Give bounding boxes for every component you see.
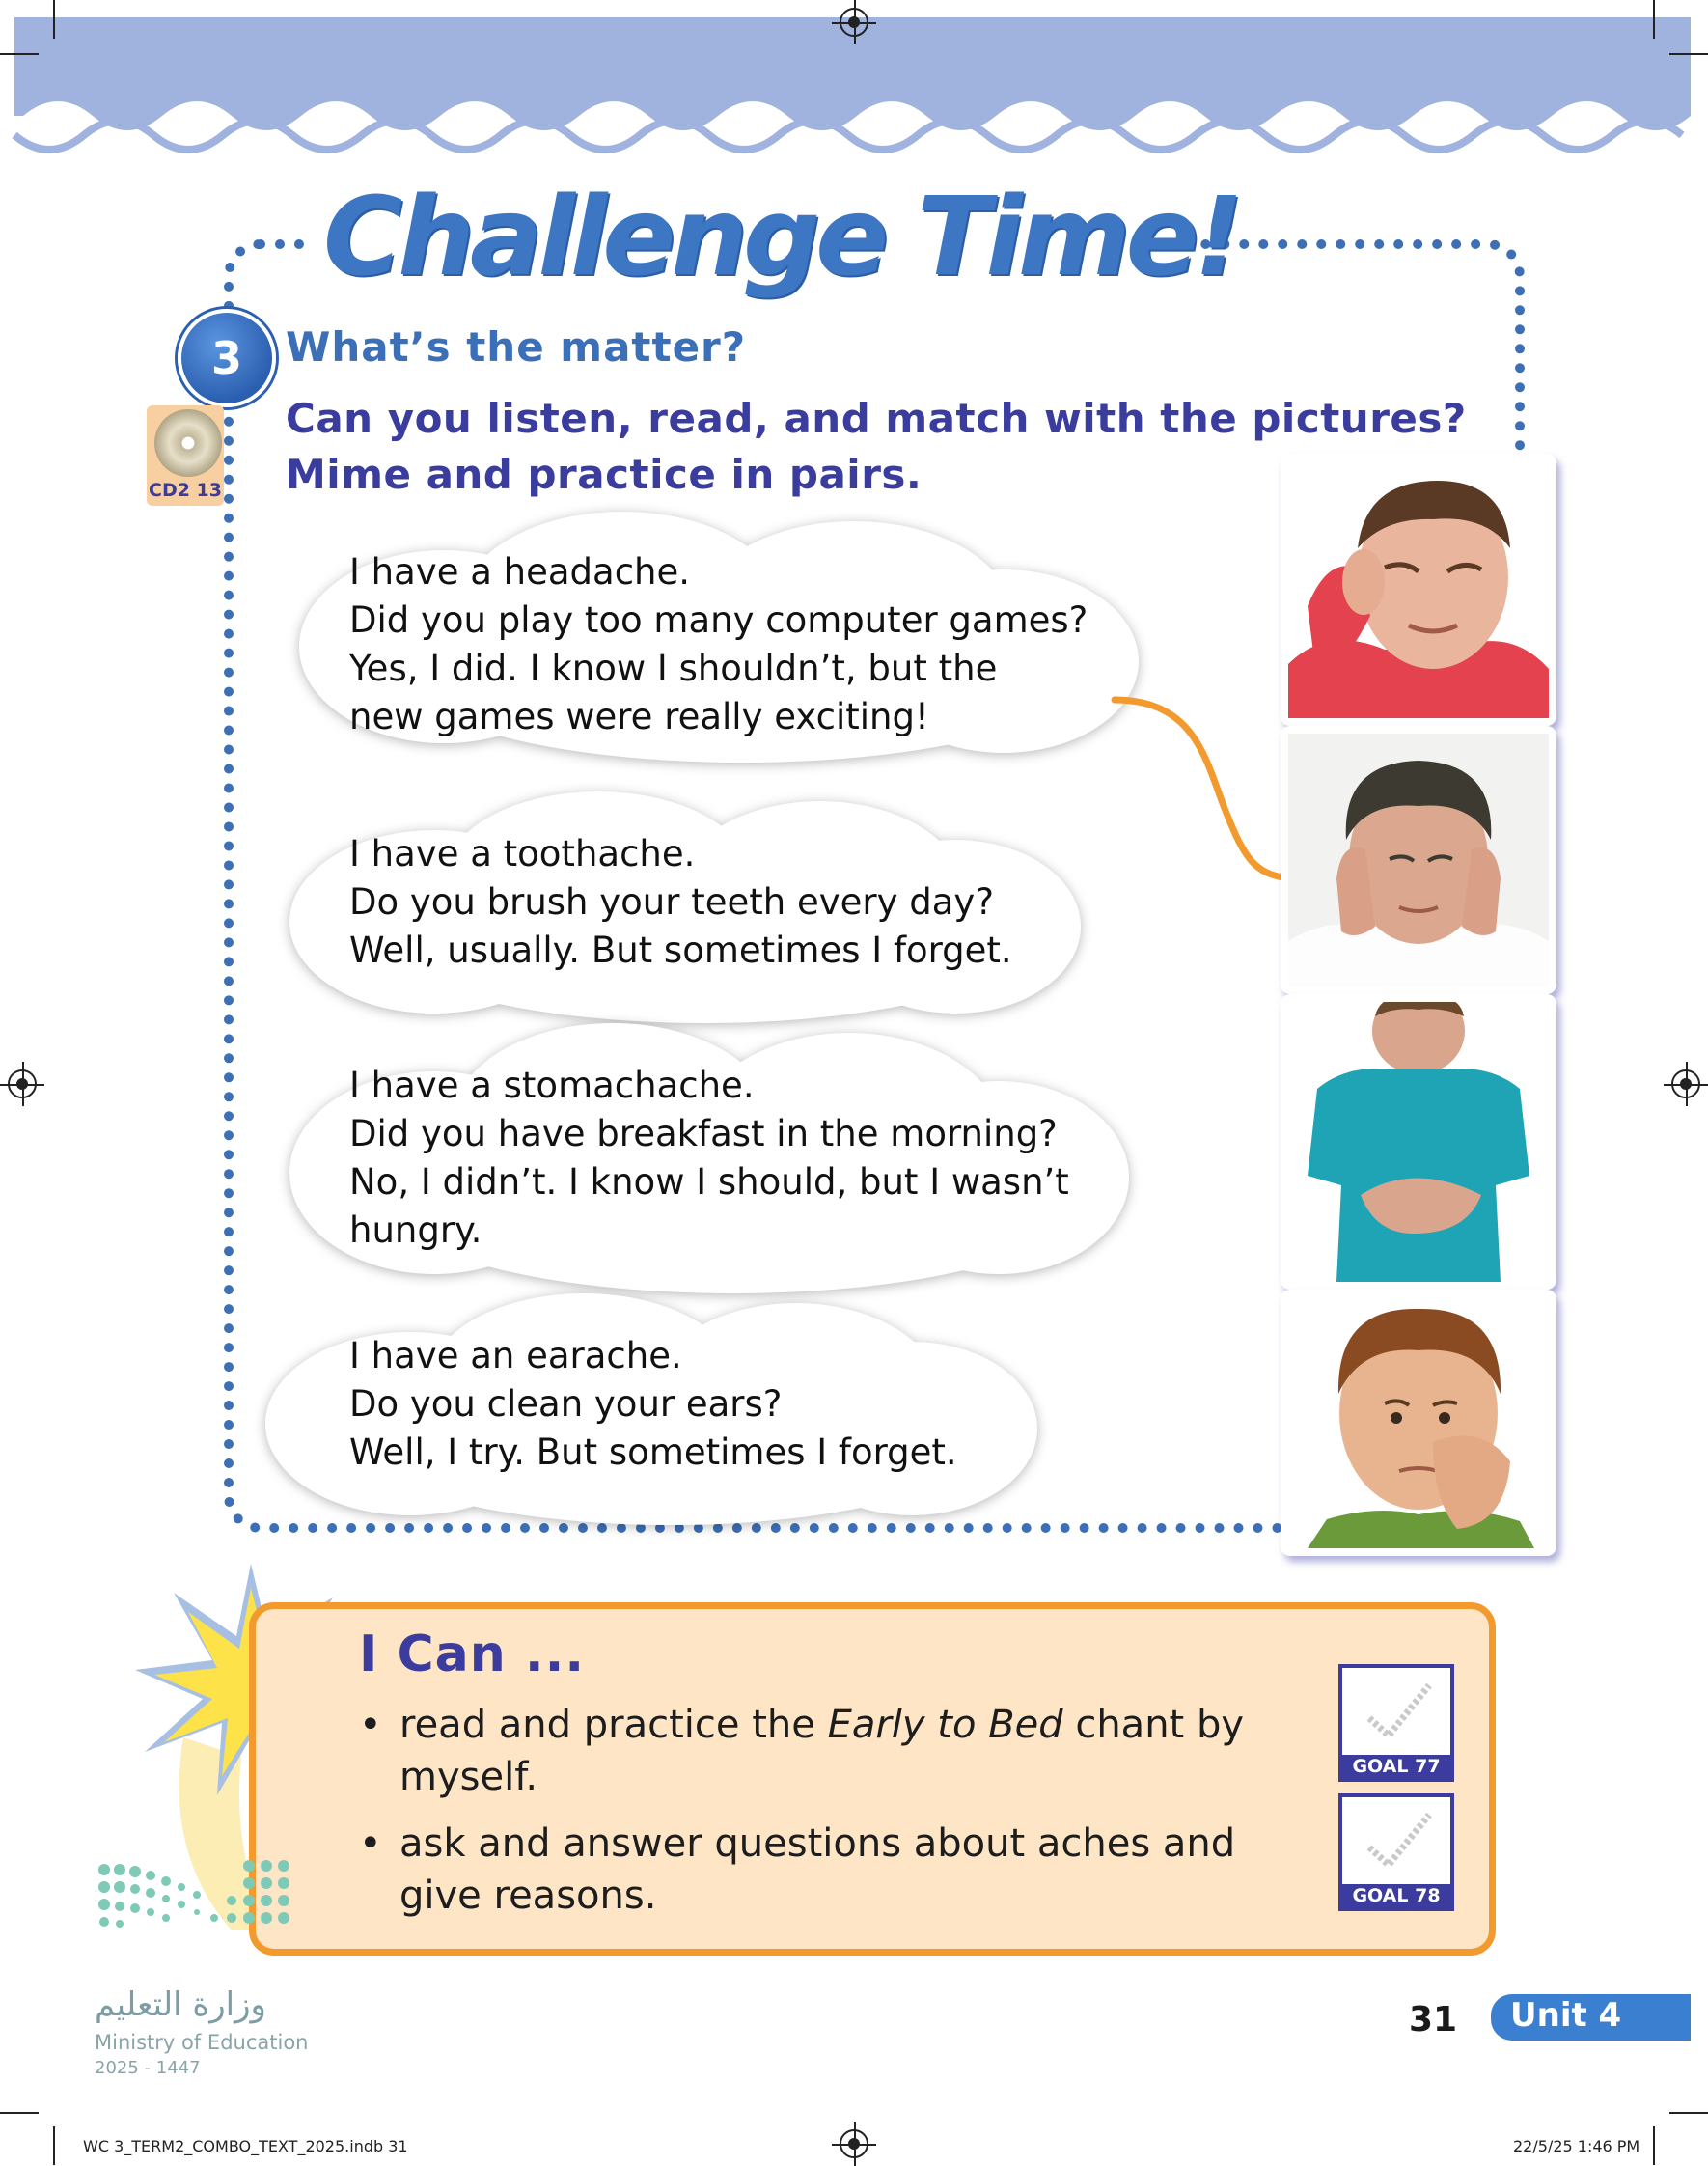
- registration-mark-icon: [840, 8, 868, 37]
- crop-mark: [0, 2112, 39, 2114]
- dialogue-line: I have a headache.: [349, 551, 691, 593]
- print-timestamp: 22/5/25 1:46 PM: [1513, 2137, 1640, 2155]
- dialogue-line: Well, usually. But sometimes I forget.: [349, 930, 1012, 971]
- cd-icon[interactable]: [154, 409, 222, 477]
- checkmark-icon: [1342, 1797, 1450, 1888]
- crop-mark: [0, 53, 39, 55]
- photo-boy-earache[interactable]: [1281, 454, 1556, 726]
- goal-label: GOAL 77: [1342, 1755, 1450, 1778]
- dialogue-text: [349, 830, 1012, 975]
- goal-checkbox[interactable]: [1338, 1664, 1454, 1782]
- instruction-line: Can you listen, read, and match with the pictures?: [286, 395, 1467, 442]
- bullet-icon: •: [359, 1821, 382, 1866]
- boy-holding-stomach-icon: [1288, 1002, 1549, 1282]
- crop-mark: [1669, 2112, 1708, 2114]
- photo-boy-toothache[interactable]: [1281, 1290, 1556, 1556]
- goal-checkbox[interactable]: [1338, 1793, 1454, 1911]
- page-number: 31: [1409, 2000, 1458, 2040]
- ministry-year: 2025 - 1447: [95, 2058, 201, 2078]
- page-title: Challenge Time!: [323, 175, 1239, 300]
- ican-title: I Can ...: [359, 1625, 586, 1683]
- ministry-logo-dots-icon: [95, 1858, 307, 1964]
- dialogue-line: hungry.: [349, 1209, 482, 1251]
- speech-bubble-headache: [289, 512, 1139, 763]
- dialogue-text: [349, 1332, 957, 1477]
- print-file-info: WC 3_TERM2_COMBO_TEXT_2025.indb 31: [83, 2137, 408, 2155]
- photo-boy-headache[interactable]: [1281, 726, 1556, 994]
- boy-holding-ear-icon: [1288, 461, 1549, 718]
- dialogue-line: I have an earache.: [349, 1335, 682, 1376]
- ministry-name-english: Ministry of Education: [95, 2031, 309, 2054]
- exercise-heading: What’s the matter?: [286, 323, 747, 371]
- dialogue-line: new games were really exciting!: [349, 696, 929, 737]
- registration-mark-icon: [840, 2129, 868, 2158]
- instruction-line: Mime and practice in pairs.: [286, 451, 923, 498]
- crop-mark: [53, 0, 55, 39]
- dialogue-line: Well, I try. But sometimes I forget.: [349, 1431, 957, 1473]
- dialogue-line: Yes, I did. I know I shouldn’t, but the: [349, 648, 998, 689]
- cd-track-label: CD2 13: [149, 480, 222, 501]
- exercise-number-badge: 3: [178, 309, 276, 407]
- dialogue-line: I have a stomachache.: [349, 1065, 755, 1106]
- unit-label: Unit 4: [1510, 1996, 1622, 2035]
- dialogue-line: Do you clean your ears?: [349, 1383, 783, 1425]
- photo-boy-stomachache[interactable]: [1281, 994, 1556, 1290]
- boy-holding-head-icon: [1288, 734, 1549, 986]
- registration-mark-icon: [1671, 1069, 1700, 1098]
- ministry-name-arabic: وزارة التعليم: [95, 1986, 266, 2024]
- dialogue-line: I have a toothache.: [349, 833, 696, 875]
- goal-label: GOAL 78: [1342, 1884, 1450, 1907]
- dialogue-line: Do you brush your teeth every day?: [349, 881, 994, 923]
- crop-mark: [1669, 53, 1708, 55]
- dialogue-line: Did you play too many computer games?: [349, 599, 1088, 641]
- goal-text: read and practice the Early to Bed chant by myself.: [399, 1703, 1245, 1799]
- dialogue-text: [349, 1062, 1069, 1255]
- goal-text: ask and answer questions about aches and give reasons.: [399, 1821, 1236, 1918]
- crop-mark: [1653, 2126, 1655, 2165]
- speech-bubble-earache: [265, 1293, 1037, 1525]
- dialogue-line: No, I didn’t. I know I should, but I wasn’t: [349, 1161, 1069, 1203]
- dialogue-text: [349, 548, 1088, 741]
- crop-mark: [1653, 0, 1655, 39]
- dialogue-line: Did you have breakfast in the morning?: [349, 1113, 1058, 1154]
- speech-bubble-stomachache: [289, 1023, 1139, 1293]
- ican-goal-item: [359, 1818, 1276, 1922]
- registration-mark-icon: [8, 1069, 37, 1098]
- ican-goal-item: [359, 1699, 1276, 1803]
- bullet-icon: •: [359, 1703, 382, 1747]
- crop-mark: [53, 2126, 55, 2165]
- speech-bubble-toothache: [289, 791, 1081, 1023]
- boy-holding-cheek-icon: [1288, 1297, 1549, 1548]
- match-line: [1110, 685, 1293, 888]
- checkmark-icon: [1342, 1668, 1450, 1759]
